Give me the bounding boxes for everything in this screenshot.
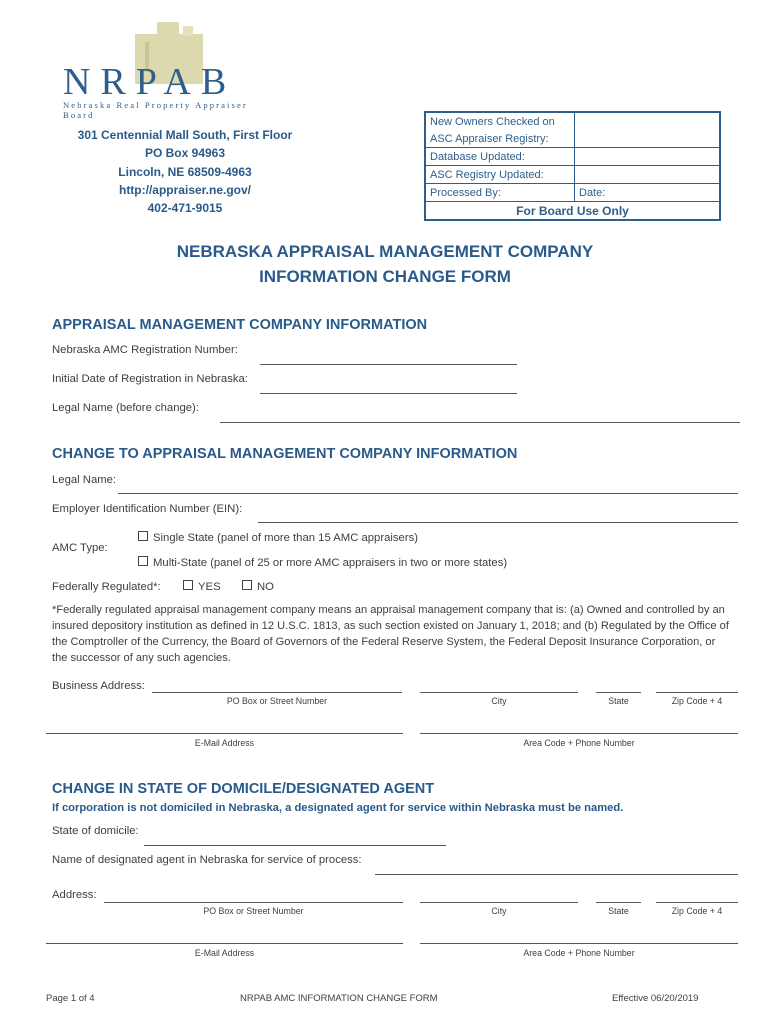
- state-of-domicile-field[interactable]: [144, 845, 446, 846]
- single-state-option[interactable]: [138, 531, 418, 544]
- board-row-value[interactable]: [575, 166, 721, 184]
- street-caption: PO Box or Street Number: [226, 696, 328, 706]
- legal-name-before-field[interactable]: [220, 422, 740, 423]
- logo-subtitle: Nebraska Real Property Appraiser Board: [63, 100, 248, 120]
- registration-number-label: Nebraska AMC Registration Number:: [52, 344, 238, 356]
- ein-label: Employer Identification Number (EIN):: [52, 503, 243, 515]
- logo-letters: NRPAB: [63, 61, 237, 103]
- single-state-label: Single State (panel of more than 15 AMC appraisers): [153, 532, 418, 544]
- board-row-label: ASC Registry Updated:: [425, 166, 575, 184]
- yes-checkbox[interactable]: [183, 580, 193, 590]
- agent-email-field[interactable]: [46, 943, 403, 944]
- page-number: Page 1 of 4: [46, 993, 95, 1004]
- agent-zip-field[interactable]: [656, 902, 738, 903]
- board-row-label: Processed By:: [425, 184, 575, 202]
- federally-regulated-footnote: *Federally regulated appraisal management company means an appraisal management company that is: (a) Owned and controlled by an insured depository institution as defined in 12 U.S.C. 1813, as such section existed on January 1, 2018; and (b) Regulated by the Office of the Comptroller of the Currency, the Board of Governors of the Federal Reserve System, the Federal Deposit Insurance Corporation, or the successor of any such agencies.: [52, 604, 729, 664]
- agent-address-label: Address:: [52, 889, 97, 901]
- board-use-table: [424, 111, 721, 221]
- agent-city-caption: City: [491, 906, 507, 916]
- initial-date-label: Initial Date of Registration in Nebraska:: [52, 373, 248, 385]
- agent-state-caption: State: [608, 906, 629, 916]
- state-caption: State: [608, 696, 629, 706]
- city-caption: City: [491, 696, 507, 706]
- amc-type-label: AMC Type:: [52, 542, 108, 554]
- address-line: PO Box 94963: [144, 146, 226, 161]
- change-info-heading: CHANGE TO APPRAISAL MANAGEMENT COMPANY INFORMATION: [52, 446, 518, 462]
- agent-email-caption: E-Mail Address: [194, 948, 255, 958]
- multi-state-checkbox[interactable]: [138, 556, 148, 566]
- board-row-label: ASC Appraiser Registry:: [425, 130, 575, 148]
- board-row-value[interactable]: [575, 112, 721, 148]
- footer-form-name: NRPAB AMC INFORMATION CHANGE FORM: [240, 993, 438, 1004]
- email-caption: E-Mail Address: [194, 738, 255, 748]
- business-phone-field[interactable]: [420, 733, 738, 734]
- board-row-label: Database Updated:: [425, 148, 575, 166]
- phone-caption: Area Code + Phone Number: [523, 738, 635, 748]
- amc-info-heading: APPRAISAL MANAGEMENT COMPANY INFORMATION: [52, 317, 428, 333]
- legal-name-field[interactable]: [118, 493, 738, 494]
- designated-agent-field[interactable]: [375, 874, 738, 875]
- footer-effective-date: Effective 06/20/2019: [612, 993, 699, 1004]
- yes-option[interactable]: [183, 580, 221, 593]
- website-link[interactable]: http://appraiser.ne.gov/: [118, 182, 252, 197]
- domicile-heading: CHANGE IN STATE OF DOMICILE/DESIGNATED AGENT: [52, 781, 435, 797]
- agent-street-field[interactable]: [104, 902, 403, 903]
- legal-name-label: Legal Name:: [52, 474, 117, 486]
- address-line: 301 Centennial Mall South, First Floor: [77, 128, 293, 142]
- initial-date-field[interactable]: [260, 393, 517, 394]
- form-title-line2: INFORMATION CHANGE FORM: [259, 267, 511, 286]
- ein-field[interactable]: [258, 522, 738, 523]
- business-zip-field[interactable]: [656, 692, 738, 693]
- yes-label: YES: [198, 581, 221, 593]
- agent-state-field[interactable]: [596, 902, 641, 903]
- single-state-checkbox[interactable]: [138, 531, 148, 541]
- business-state-field[interactable]: [596, 692, 641, 693]
- business-address-label: Business Address:: [52, 680, 145, 692]
- board-row-value[interactable]: [575, 148, 721, 166]
- business-email-field[interactable]: [46, 733, 403, 734]
- business-street-field[interactable]: [152, 692, 402, 693]
- business-city-field[interactable]: [420, 692, 578, 693]
- legal-name-before-label: Legal Name (before change):: [52, 402, 199, 414]
- board-address: [60, 126, 310, 217]
- domicile-note: If corporation is not domiciled in Nebraska, a designated agent for service within Nebraska must be named.: [52, 802, 624, 814]
- agent-zip-caption: Zip Code + 4: [671, 906, 723, 916]
- agent-phone-caption: Area Code + Phone Number: [523, 948, 635, 958]
- multi-state-label: Multi-State (panel of 25 or more AMC appraisers in two or more states): [153, 557, 508, 569]
- board-use-footer: For Board Use Only: [425, 202, 720, 221]
- phone-number: 402-471-9015: [147, 201, 223, 216]
- no-checkbox[interactable]: [242, 580, 252, 590]
- address-line: Lincoln, NE 68509-4963: [118, 164, 252, 179]
- form-title-line1: NEBRASKA APPRAISAL MANAGEMENT COMPANY: [176, 242, 594, 261]
- board-row-label: New Owners Checked on: [425, 112, 575, 130]
- zip-caption: Zip Code + 4: [671, 696, 723, 706]
- registration-number-field[interactable]: [260, 364, 517, 365]
- agent-phone-field[interactable]: [420, 943, 738, 944]
- multi-state-option[interactable]: [138, 556, 507, 569]
- no-option[interactable]: [242, 580, 274, 593]
- no-label: NO: [257, 581, 274, 593]
- agent-street-caption: PO Box or Street Number: [203, 906, 304, 916]
- state-of-domicile-label: State of domicile:: [52, 825, 139, 837]
- designated-agent-label: Name of designated agent in Nebraska for service of process:: [52, 854, 362, 866]
- board-date-label: Date:: [575, 184, 721, 202]
- agent-city-field[interactable]: [420, 902, 578, 903]
- federally-regulated-label: Federally Regulated*:: [52, 581, 161, 593]
